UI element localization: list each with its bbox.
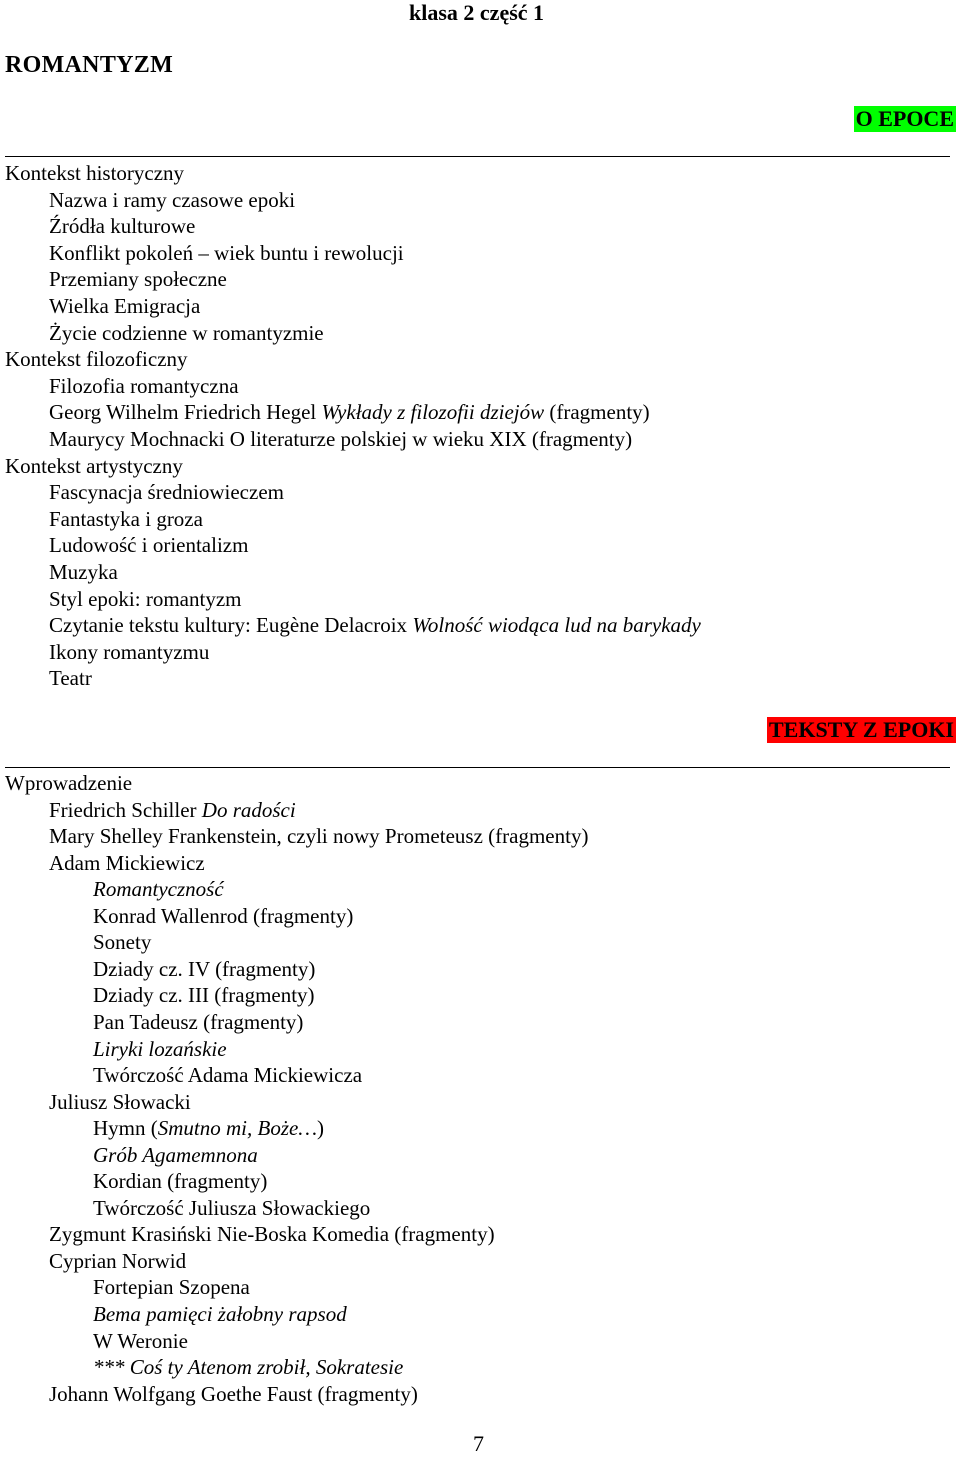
toc-item-text: Źródła kulturowe bbox=[49, 214, 196, 239]
toc-item bbox=[93, 1062, 362, 1088]
toc-item-text: Teatr bbox=[49, 666, 92, 691]
toc-item bbox=[49, 850, 205, 876]
toc-item-text: Sonety bbox=[93, 930, 152, 955]
toc-item-title: Smutno mi, Boże… bbox=[157, 1116, 317, 1141]
toc-item-text: Czytanie tekstu kultury: Eugène Delacroix bbox=[49, 613, 413, 638]
toc-item bbox=[5, 453, 183, 479]
toc-item-title: Bema pamięci żałobny rapsod bbox=[93, 1302, 347, 1326]
toc-item bbox=[93, 1036, 227, 1062]
toc-item bbox=[49, 213, 195, 239]
toc-item-text: Zygmunt Krasiński Nie-Boska Komedia (fragmenty) bbox=[49, 1222, 495, 1247]
toc-item-title: Grób Agamemnona bbox=[93, 1142, 258, 1167]
toc-item-text: Kontekst filozoficzny bbox=[5, 347, 188, 372]
toc-item bbox=[5, 160, 184, 186]
class-label: klasa 2 część 1 bbox=[409, 0, 545, 25]
toc-item-text: Hymn ( bbox=[93, 1116, 158, 1141]
toc-item bbox=[93, 1274, 250, 1300]
toc-item-title: Liryki lozańskie bbox=[93, 1036, 227, 1061]
toc-item bbox=[49, 1221, 495, 1247]
toc-item bbox=[49, 586, 241, 612]
toc-item bbox=[49, 532, 248, 558]
toc-item bbox=[93, 1115, 324, 1141]
toc-item-text: Juliusz Słowacki bbox=[49, 1089, 191, 1114]
toc-item-text: W Weronie bbox=[93, 1328, 188, 1353]
toc-item bbox=[49, 1248, 186, 1274]
toc-item-text: Twórczość Juliusza Słowackiego bbox=[93, 1195, 371, 1220]
toc-item-text: Przemiany społeczne bbox=[49, 267, 227, 292]
toc-item bbox=[93, 929, 151, 955]
toc-item bbox=[49, 187, 295, 213]
toc-item bbox=[93, 1009, 303, 1035]
toc-item-text: Kordian (fragmenty) bbox=[93, 1169, 268, 1194]
toc-item-text: Konrad Wallenrod (fragmenty) bbox=[93, 903, 354, 928]
toc-item-text: Dziady cz. III (fragmenty) bbox=[93, 983, 315, 1008]
toc-item bbox=[49, 506, 203, 532]
toc-item-suffix: (fragmenty) bbox=[544, 400, 650, 425]
toc-item bbox=[49, 266, 227, 292]
toc-item bbox=[49, 559, 118, 585]
toc-item-title: Wykłady z filozofii dziejów bbox=[321, 400, 545, 425]
toc-item bbox=[93, 956, 315, 982]
toc-item-text: Twórczość Adama Mickiewicza bbox=[93, 1063, 363, 1088]
toc-item bbox=[49, 373, 239, 399]
toc-item-text: Ikony romantyzmu bbox=[49, 639, 210, 664]
toc-item bbox=[93, 982, 315, 1008]
toc-item-text: Życie codzienne w romantyzmie bbox=[49, 320, 324, 345]
toc-item bbox=[49, 479, 284, 505]
toc-item-text: Ludowość i orientalizm bbox=[49, 533, 249, 558]
toc-item bbox=[93, 1328, 188, 1354]
toc-item-text: Fantastyka i groza bbox=[49, 506, 203, 531]
toc-item-text: Muzyka bbox=[49, 560, 118, 584]
toc-item-text: Maurycy Mochnacki O literaturze polskiej w wieku XIX (fragmenty) bbox=[49, 427, 633, 451]
toc-item-suffix: ) bbox=[317, 1116, 324, 1141]
toc-item bbox=[93, 1195, 370, 1221]
toc-item-text: Kontekst historyczny bbox=[5, 161, 185, 185]
toc-item-text: Cyprian Norwid bbox=[49, 1248, 187, 1273]
toc-item-text: Wielka Emigracja bbox=[49, 294, 201, 318]
toc-item-text: Wprowadzenie bbox=[5, 771, 133, 795]
section-tag-teksty-z-epoki: TEKSTY Z EPOKI bbox=[768, 717, 954, 742]
toc-item bbox=[49, 293, 200, 319]
page-title: ROMANTYZM bbox=[5, 52, 174, 78]
toc-item bbox=[49, 240, 404, 266]
toc-item bbox=[49, 639, 209, 665]
toc-item bbox=[5, 770, 132, 796]
toc-item bbox=[49, 612, 701, 638]
toc-item-title: Wolność wiodąca lud na barykady bbox=[412, 613, 701, 638]
toc-item bbox=[93, 1354, 403, 1380]
toc-item-text: Johann Wolfgang Goethe Faust (fragmenty) bbox=[49, 1381, 418, 1406]
toc-item-text: Pan Tadeusz (fragmenty) bbox=[93, 1009, 304, 1034]
toc-item bbox=[49, 797, 296, 823]
section-divider bbox=[5, 156, 950, 157]
toc-item bbox=[93, 1142, 258, 1168]
toc-item bbox=[93, 1301, 347, 1327]
toc-item bbox=[49, 399, 650, 425]
toc-item-text: Dziady cz. IV (fragmenty) bbox=[93, 956, 316, 981]
toc-item bbox=[49, 665, 92, 691]
toc-item bbox=[49, 426, 632, 452]
toc-item bbox=[49, 823, 588, 849]
toc-item bbox=[49, 1089, 191, 1115]
toc-item-title: Do radości bbox=[201, 797, 296, 822]
toc-item-text: Georg Wilhelm Friedrich Hegel bbox=[49, 400, 322, 425]
toc-item-text: Fortepian Szopena bbox=[93, 1275, 250, 1300]
toc-item-text: Konflikt pokoleń – wiek buntu i rewolucji bbox=[49, 240, 404, 265]
toc-item-title: Romantyczność bbox=[93, 877, 224, 902]
toc-item-title: *** Coś ty Atenom zrobił, Sokratesie bbox=[93, 1355, 404, 1380]
toc-item-text: Nazwa i ramy czasowe epoki bbox=[49, 187, 296, 212]
toc-item-text: Filozofia romantyczna bbox=[49, 373, 239, 398]
page-number: 7 bbox=[473, 1431, 484, 1456]
toc-item-text: Mary Shelley Frankenstein, czyli nowy Prometeusz (fragmenty) bbox=[49, 824, 589, 849]
toc-item bbox=[49, 1381, 418, 1407]
toc-item bbox=[93, 1168, 267, 1194]
toc-item bbox=[93, 903, 353, 929]
section-tag-o-epoce: O EPOCE bbox=[855, 106, 954, 131]
toc-item-text: Fascynacja średniowieczem bbox=[49, 480, 284, 505]
toc-item-text: Friedrich Schiller bbox=[49, 797, 202, 822]
toc-item bbox=[49, 320, 324, 346]
toc-item-text: Kontekst artystyczny bbox=[5, 453, 183, 478]
toc-item-text: Styl epoki: romantyzm bbox=[49, 586, 242, 611]
toc-item-text: Adam Mickiewicz bbox=[49, 850, 205, 875]
toc-item bbox=[93, 876, 224, 902]
section-divider bbox=[5, 767, 950, 768]
toc-item bbox=[5, 346, 188, 372]
